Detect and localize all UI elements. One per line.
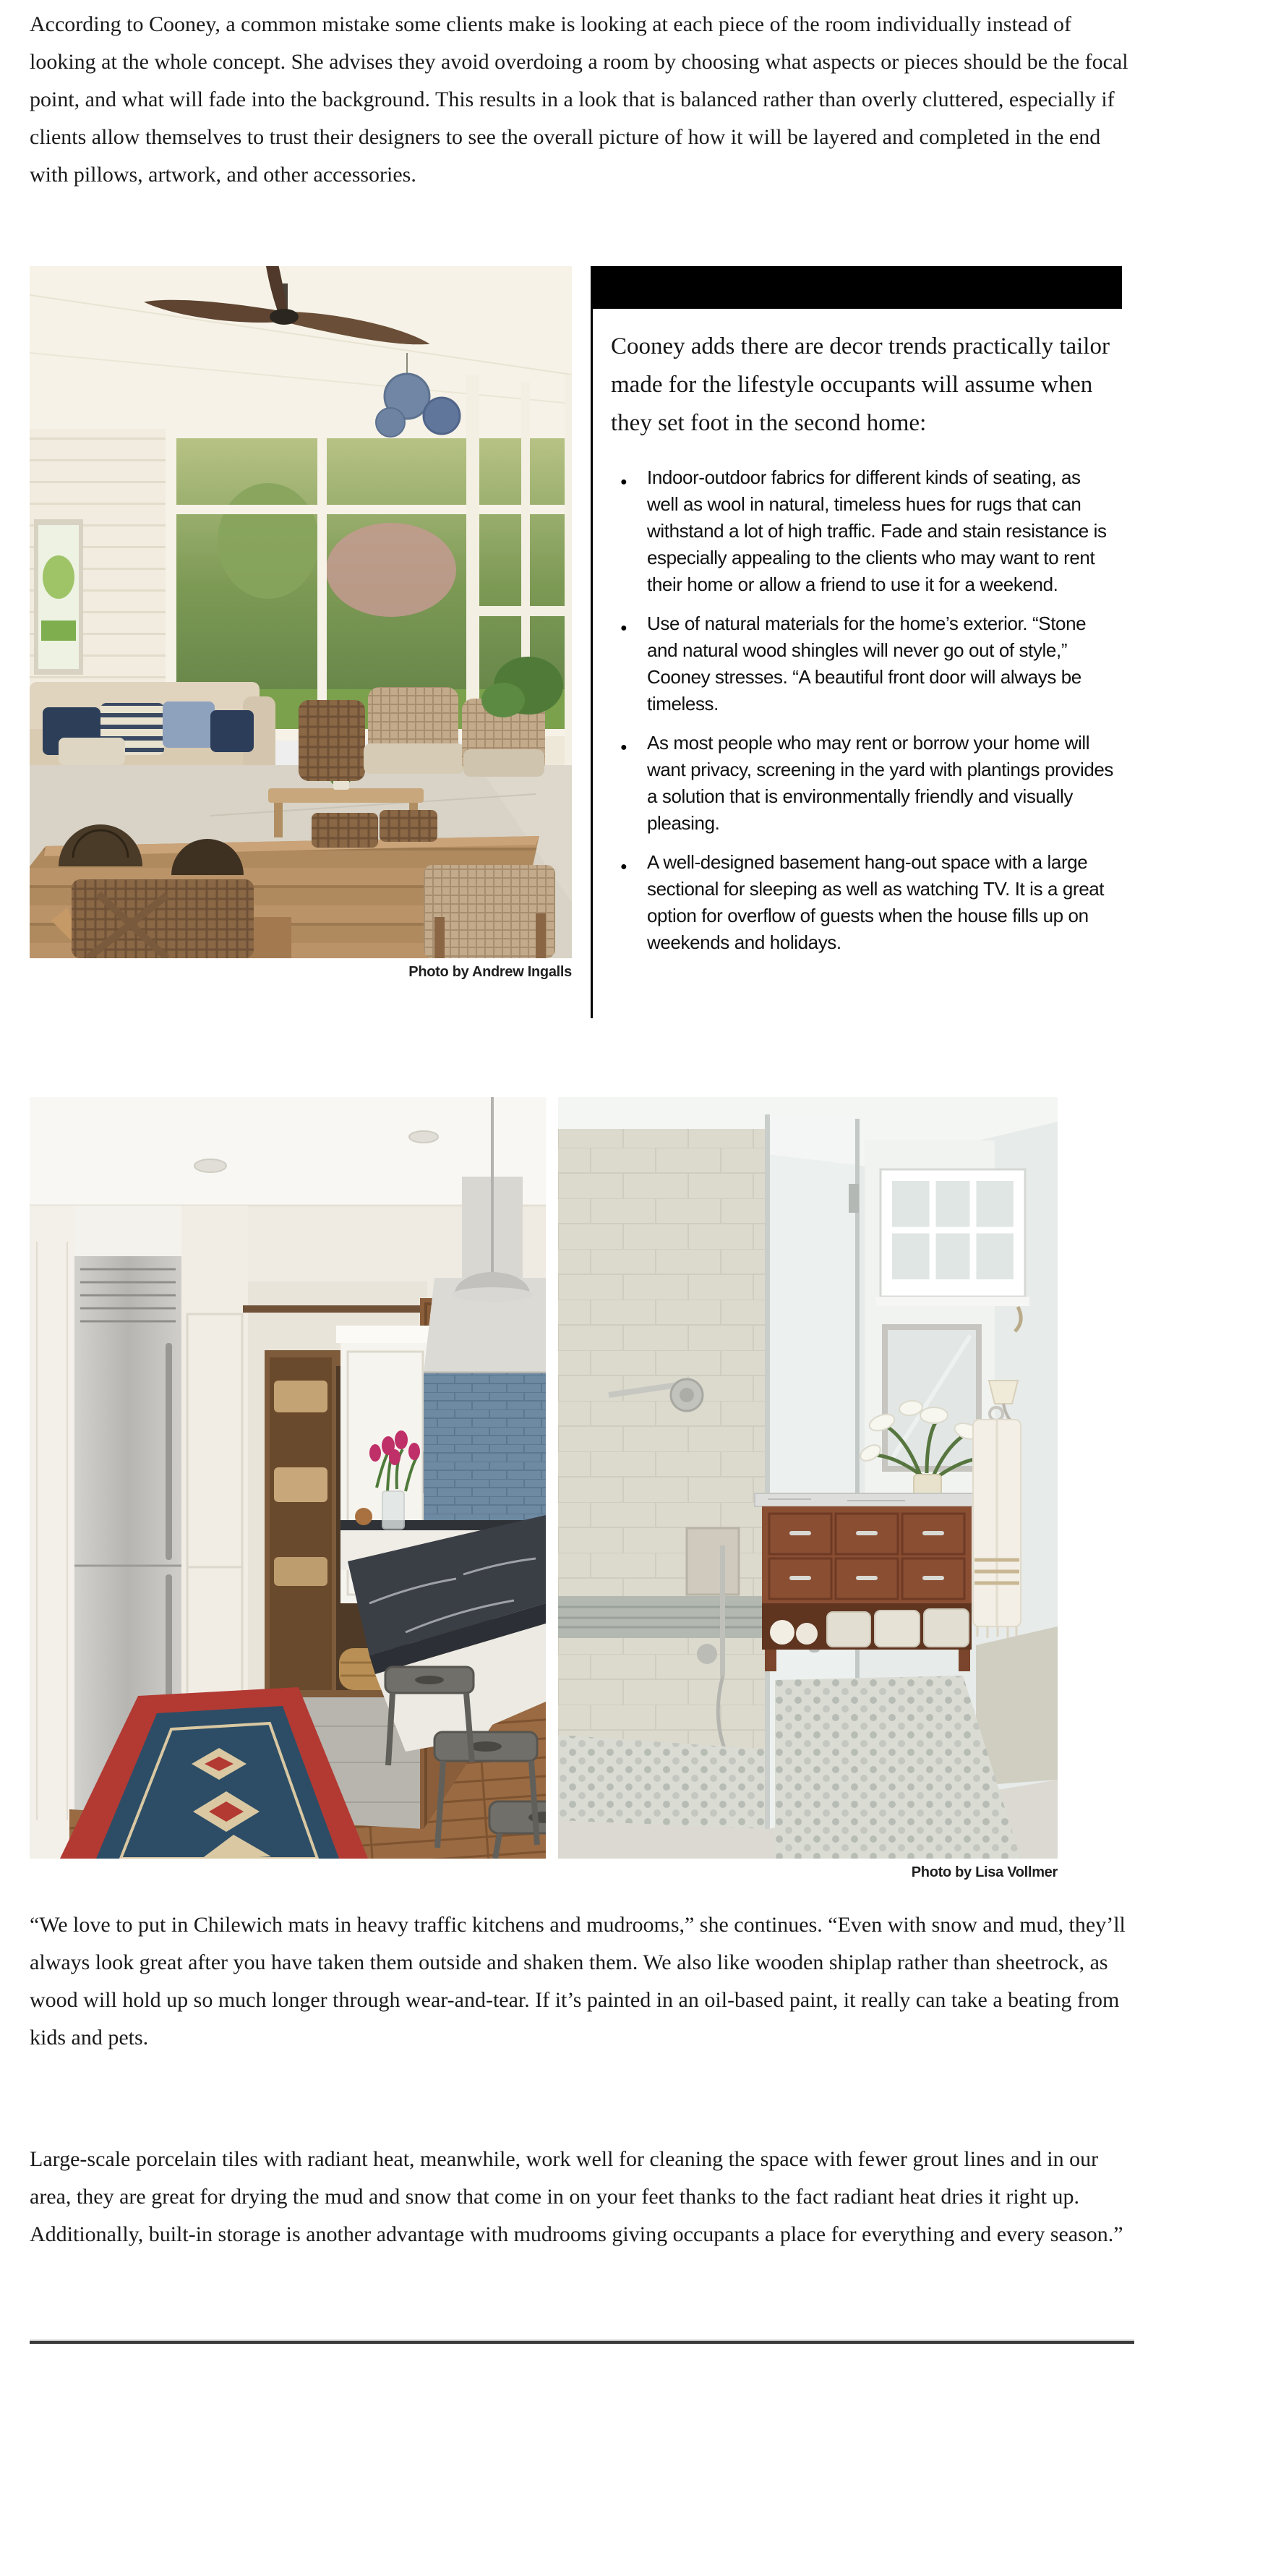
shower <box>558 1129 768 1859</box>
trend-list-item: ● A well-designed basement hang-out space with a large sectional for sleeping as well as watching TV. It is a great option for overflow of guests when the house fills up on weekends and holidays. <box>593 849 1115 956</box>
photo-caption-andrew-ingalls: Photo by Andrew Ingalls <box>408 964 572 980</box>
hanging-towel <box>973 1407 1021 1638</box>
kitchen-photo <box>30 1097 546 1859</box>
sidebar-intro-text: Cooney adds there are decor trends practically tailor made for the lifestyle occupants will assume when they set foot in the second home: <box>611 333 1110 436</box>
vanity-mirror <box>885 1327 979 1469</box>
quote-paragraph: “We love to put in Chilewich mats in heavy traffic kitchens and mudrooms,” she continues. “Even with snow and mud, they’ll always look great after you have taken them outside and shaken them. We also like wooden shiplap rather than sheetrock, as wood will hold up so much longer through wear-and-tear. If it’s painted in an oil-based paint, it really can take a beating from kids and pets. <box>30 1913 1126 2050</box>
hand-shower-bar <box>720 1545 725 1676</box>
sunroom-photo <box>30 266 572 958</box>
intro-paragraph: According to Cooney, a common mistake some clients make is looking at each piece of the room individually instead of looking at the whole concept. She advises they avoid overdoing a room by choosing what aspects or pieces should be the focal point, and what will fade into the background. This results in a look that is balanced rather than overly cluttered, especially if clients allow themselves to trust their designers to see the overall picture of how it will be layered and completed in the end with pillows, artwork, and other accessories. <box>30 12 1128 187</box>
trend-list-item: ● Indoor-outdoor fabrics for different kinds of seating, as well as wool in natural, timeless hues for rugs that can withstand a lot of high traffic. Fade and stain resistance is especially appealing to the clients who may want to rent their home or allow a friend to use it for a weekend. <box>593 464 1115 598</box>
closing-paragraph: Large-scale porcelain tiles with radiant heat, meanwhile, work well for cleaning the space with fewer grout lines and in our area, they are great for drying the mud and snow that come in on your feet thanks to the fact radiant heat dries it right up. Additionally, built-in storage is another advantage with mudrooms giving occupants a place for everything and every season.” <box>30 2147 1123 2246</box>
sunroom-illustration <box>30 266 572 958</box>
trends-sidebar <box>591 266 1122 1018</box>
bathroom-photo <box>558 1097 1058 1859</box>
trend-list-item: ● Use of natural materials for the home’s exterior. “Stone and natural wood shingles will never go out of style,” Cooney stresses. “A beautiful front door will always be timeless. <box>593 610 1115 717</box>
wood-vanity <box>755 1493 976 1671</box>
section-divider <box>30 2341 1134 2344</box>
tile-backsplash <box>424 1373 546 1527</box>
trend-list-item: ● As most people who may rent or borrow your home will want privacy, screening in the yard with plantings provides a solution that is environmentally friendly and visually pleasing. <box>593 730 1115 837</box>
sidebar-header-bar <box>591 266 1122 309</box>
trend-list <box>593 464 1122 956</box>
kitchen-illustration <box>30 1097 546 1859</box>
bathroom-illustration <box>558 1097 1058 1859</box>
photo-caption-lisa-vollmer: Photo by Lisa Vollmer <box>911 1864 1058 1880</box>
